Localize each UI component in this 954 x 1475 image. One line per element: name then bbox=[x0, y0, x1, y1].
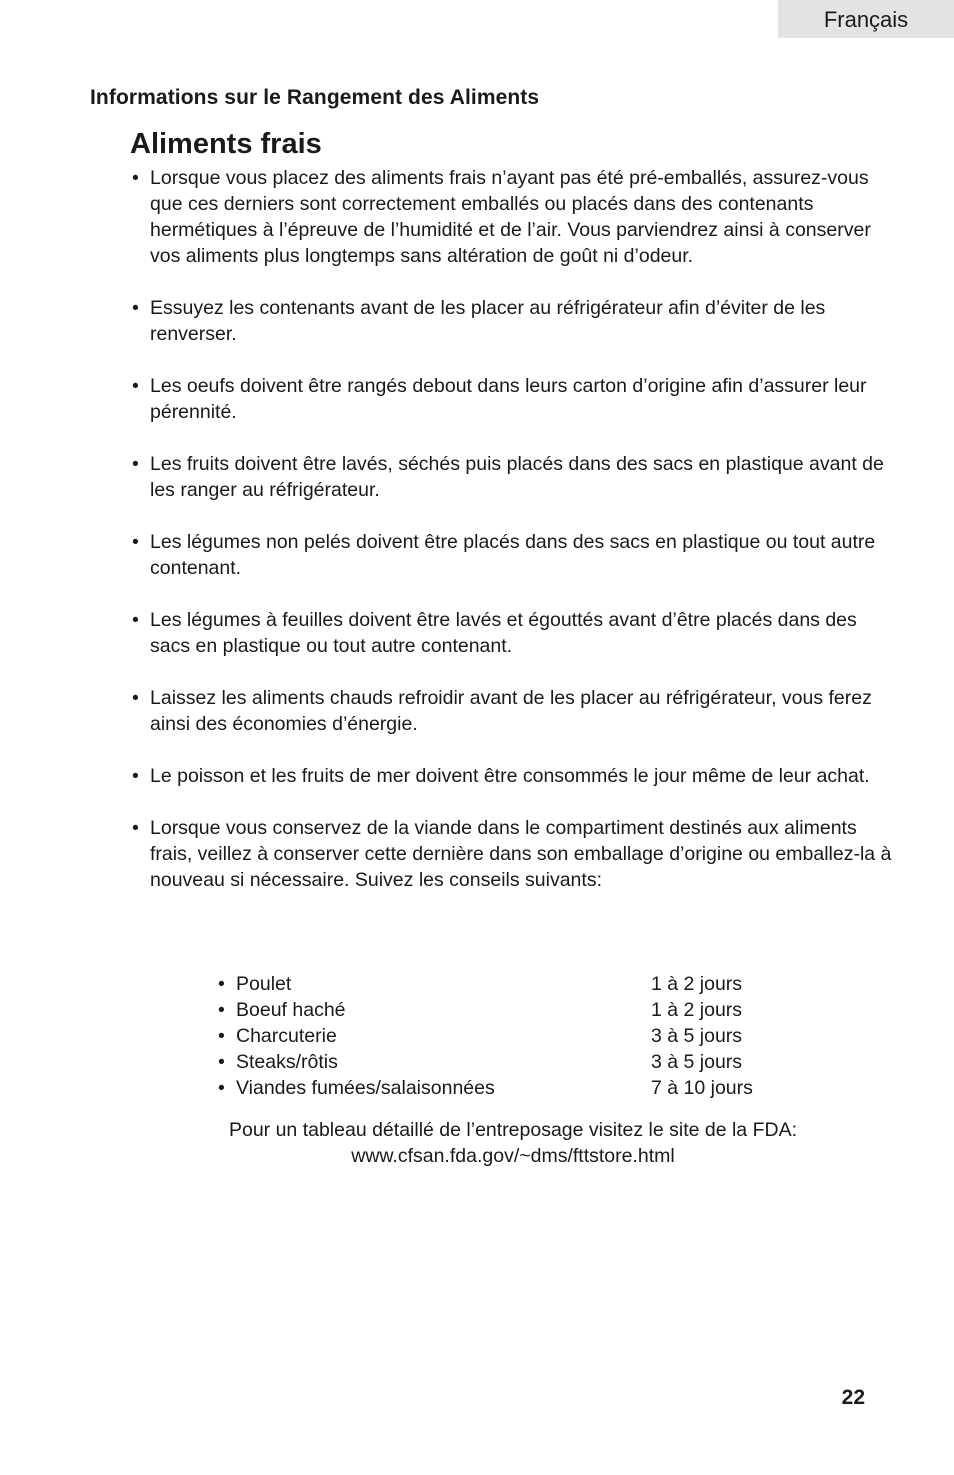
meat-item-duration: 3 à 5 jours bbox=[651, 1051, 743, 1073]
bullet-item: • Lorsque vous conservez de la viande dans le compartiment destinés aux aliments frais, veillez à conserver cette dernière dans son emballage d’origine ou emballez-la à nouveau si nécessaire. Suivez les conseils suivants: bbox=[132, 815, 902, 893]
meat-item-name: • Poulet bbox=[218, 971, 651, 997]
meat-storage-row bbox=[218, 1049, 818, 1075]
bullet-item: • Essuyez les contenants avant de les placer au réfrigérateur afin d’éviter de les renverser. bbox=[132, 295, 902, 347]
bullet-item: • Les légumes à feuilles doivent être lavés et égouttés avant d’être placés dans des sacs en plastique ou tout autre contenant. bbox=[132, 607, 902, 659]
bullet-item: • Les légumes non pelés doivent être placés dans des sacs en plastique ou tout autre contenant. bbox=[132, 529, 902, 581]
page-title: Aliments frais bbox=[130, 128, 322, 160]
section-heading: Informations sur le Rangement des Aliments bbox=[90, 86, 540, 109]
meat-item-duration: 1 à 2 jours bbox=[651, 973, 743, 995]
meat-storage-row bbox=[218, 997, 818, 1023]
fda-note bbox=[100, 1117, 926, 1169]
fda-url: www.cfsan.fda.gov/~dms/fttstore.html bbox=[351, 1145, 675, 1167]
meat-item-duration: 7 à 10 jours bbox=[651, 1077, 753, 1099]
meat-storage-row bbox=[218, 1075, 818, 1101]
language-tab: Français bbox=[778, 0, 954, 38]
meat-storage-row bbox=[218, 971, 818, 997]
meat-item-name: • Charcuterie bbox=[218, 1023, 651, 1049]
meat-item-duration: 3 à 5 jours bbox=[651, 1025, 743, 1047]
meat-item-name: • Viandes fumées/salaisonnées bbox=[218, 1075, 651, 1101]
bullet-item: • Le poisson et les fruits de mer doivent être consommés le jour même de leur achat. bbox=[132, 763, 902, 789]
bullet-item: • Les fruits doivent être lavés, séchés puis placés dans des sacs en plastique avant de les ranger au réfrigérateur. bbox=[132, 451, 902, 503]
fda-note-text: Pour un tableau détaillé de l’entreposage visitez le site de la FDA: bbox=[228, 1119, 797, 1141]
meat-item-duration: 1 à 2 jours bbox=[651, 999, 743, 1021]
meat-storage-list bbox=[218, 971, 818, 1101]
meat-item-name: • Steaks/rôtis bbox=[218, 1049, 651, 1075]
bullet-item: • Les oeufs doivent être rangés debout dans leurs carton d’origine afin d’assurer leur pérennité. bbox=[132, 373, 902, 425]
meat-storage-row bbox=[218, 1023, 818, 1049]
fresh-food-bullet-list bbox=[132, 165, 902, 919]
meat-item-name: • Boeuf haché bbox=[218, 997, 651, 1023]
bullet-item: • Laissez les aliments chauds refroidir avant de les placer au réfrigérateur, vous ferez ainsi des économies d’énergie. bbox=[132, 685, 902, 737]
bullet-item: • Lorsque vous placez des aliments frais n’ayant pas été pré-emballés, assurez-vous que ces derniers sont correctement emballés ou placés dans des contenants hermétiques à l’épreuve de l’humidité et de l’air. Vous parviendrez ainsi à conserver vos aliments plus longtemps sans altération de goût ni d’odeur. bbox=[132, 165, 902, 269]
page-number: 22 bbox=[841, 1386, 865, 1409]
